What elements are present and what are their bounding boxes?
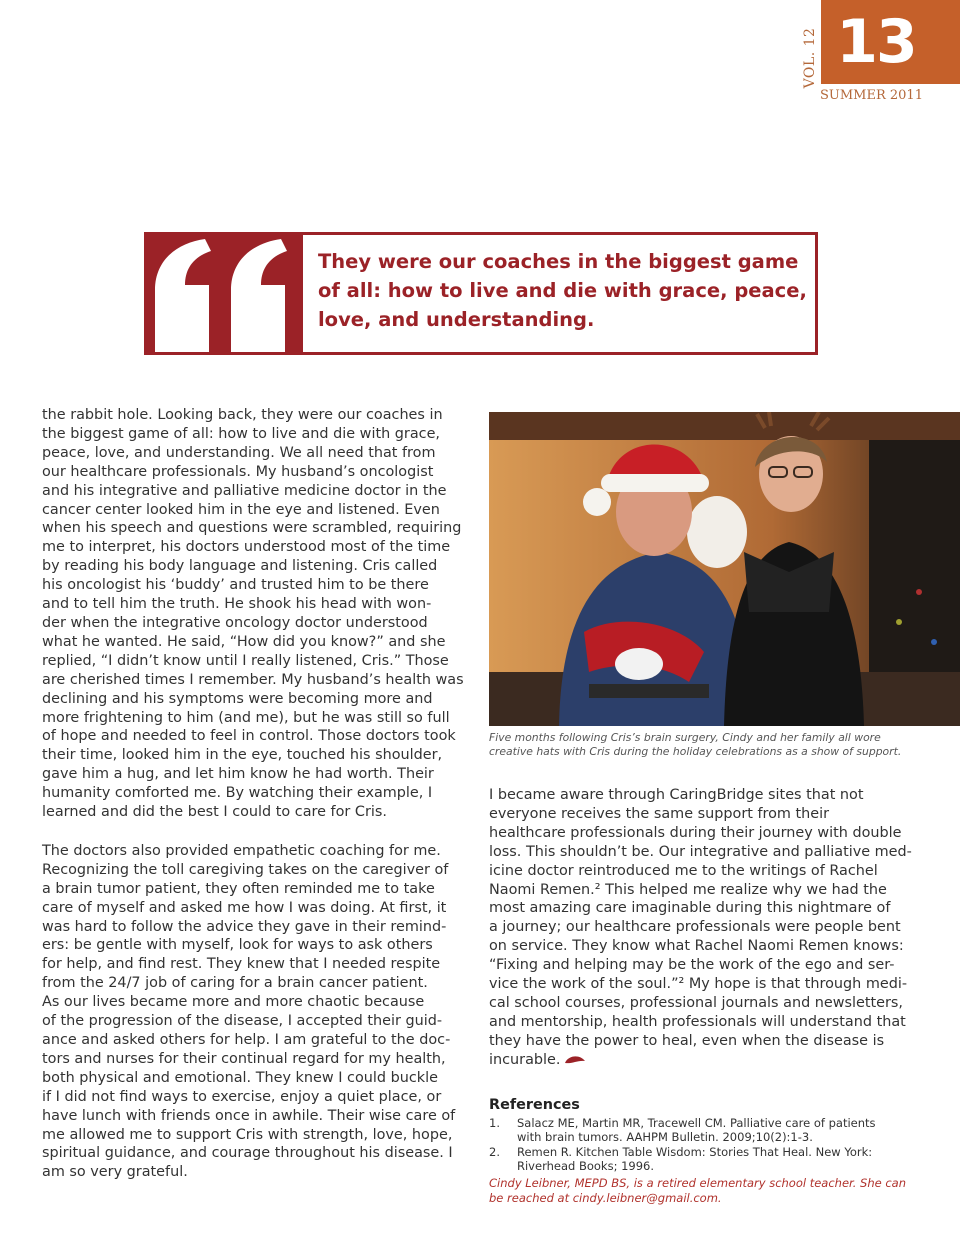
text-line: the biggest game of all: how to live and die with grace, bbox=[42, 425, 440, 442]
page-number-box bbox=[821, 0, 960, 84]
reference-line: Riverhead Books; 1996. bbox=[517, 1158, 655, 1173]
text-line: “Fixing and helping may be the work of the ego and ser- bbox=[489, 957, 895, 974]
text-line: vice the work of the soul.”² My hope is that through medi- bbox=[489, 976, 908, 993]
text-line: ers: be gentle with myself, look for ways to ask others bbox=[42, 937, 433, 954]
text-line: more frightening to him (and me), but he was still so full bbox=[42, 709, 450, 726]
text-line: our healthcare professionals. My husband’s oncologist bbox=[42, 463, 434, 480]
holiday-photo bbox=[489, 412, 960, 726]
pull-quote-line: They were our coaches in the biggest game bbox=[318, 250, 799, 273]
bio-line: Cindy Leibner, MEPD BS, is a retired elementary school teacher. She can bbox=[489, 1176, 907, 1191]
text-line: cal school courses, professional journals and newsletters, bbox=[489, 994, 903, 1011]
text-line: icine doctor reintroduced me to the writings of Rachel bbox=[489, 862, 878, 879]
text-line: As our lives became more and more chaotic because bbox=[42, 994, 425, 1011]
text-line: and to tell him the truth. He shook his head with won- bbox=[42, 596, 432, 613]
photo-caption bbox=[489, 731, 949, 759]
text-line: by reading his body language and listening. Cris called bbox=[42, 558, 438, 575]
pull-quote-text bbox=[318, 247, 808, 334]
text-line: declining and his symptoms were becoming more and bbox=[42, 690, 433, 707]
reference-line: Salacz ME, Martin MR, Tracewell CM. Palliative care of patients bbox=[517, 1116, 876, 1130]
text-line: and his integrative and palliative medicine doctor in the bbox=[42, 482, 447, 499]
author-bio bbox=[489, 1176, 929, 1206]
text-line: the rabbit hole. Looking back, they were our coaches in bbox=[42, 407, 443, 423]
text-line: of hope and needed to feel in control. Those doctors took bbox=[42, 728, 456, 745]
text-line: from the 24/7 job of caring for a brain cancer patient. bbox=[42, 975, 428, 992]
volume-text: VOL. 12 bbox=[802, 27, 818, 89]
quotation-mark-icon bbox=[147, 235, 303, 352]
body-paragraph bbox=[42, 406, 472, 822]
right-column bbox=[489, 786, 919, 1090]
text-line: ance and asked others for help. I am grateful to the doc- bbox=[42, 1032, 451, 1048]
body-paragraph bbox=[489, 786, 919, 1070]
text-line: me allowed me to support Cris with strength, love, hope, bbox=[42, 1126, 453, 1143]
reference-line: with brain tumors. AAHPM Bulletin. 2009;10(2):1-3. bbox=[517, 1129, 813, 1144]
reference-item bbox=[489, 1117, 929, 1144]
caption-line: creative hats with Cris during the holiday celebrations as a show of support. bbox=[489, 745, 902, 758]
reference-number: 1. bbox=[489, 1116, 500, 1130]
references-section bbox=[489, 1097, 929, 1206]
text-line: their time, looked him in the eye, touched his shoulder, bbox=[42, 747, 443, 764]
text-line: loss. This shouldn’t be. Our integrative and palliative med- bbox=[489, 843, 912, 860]
text-line: for help, and find rest. They knew that I needed respite bbox=[42, 956, 441, 973]
text-line: gave him a hug, and let him know he had worth. Their bbox=[42, 766, 434, 783]
text-line: they have the power to heal, even when the disease is bbox=[489, 1032, 885, 1049]
page-number: 13 bbox=[836, 7, 916, 77]
pull-quote-line: love, and understanding. bbox=[318, 308, 595, 331]
body-paragraph bbox=[42, 842, 472, 1182]
text-line: of the progression of the disease, I accepted their guid- bbox=[42, 1013, 443, 1030]
text-line: everyone receives the same support from their bbox=[489, 805, 830, 822]
text-line: me to interpret, his doctors understood most of the time bbox=[42, 539, 451, 556]
text-line: learned and did the best I could to care for Cris. bbox=[42, 804, 387, 821]
pull-quote bbox=[144, 232, 818, 355]
text-line: healthcare professionals during their journey with double bbox=[489, 824, 902, 841]
text-line: and mentorship, health professionals will understand that bbox=[489, 1013, 906, 1030]
text-line: incurable. bbox=[489, 1051, 561, 1068]
text-line: are cherished times I remember. My husband’s health was bbox=[42, 671, 464, 688]
pull-quote-line: of all: how to live and die with grace, peace, bbox=[318, 279, 807, 302]
issue-season: SUMMER 2011 bbox=[820, 88, 923, 103]
text-line: The doctors also provided empathetic coaching for me. bbox=[42, 842, 441, 859]
text-line: care of myself and asked me how I was doing. At first, it bbox=[42, 899, 447, 916]
end-mark-icon bbox=[564, 1054, 586, 1066]
left-column bbox=[42, 406, 472, 1202]
text-line: am so very grateful. bbox=[42, 1164, 188, 1181]
text-line: a brain tumor patient, they often reminded me to take bbox=[42, 880, 435, 897]
text-line: replied, “I didn’t know until I really listened, Cris.” Those bbox=[42, 652, 449, 669]
text-line: spiritual guidance, and courage throughout his disease. I bbox=[42, 1145, 453, 1162]
text-line: tors and nurses for their continual regard for my health, bbox=[42, 1050, 446, 1067]
reference-line: Remen R. Kitchen Table Wisdom: Stories That Heal. New York: bbox=[517, 1145, 873, 1160]
text-line: peace, love, and understanding. We all need that from bbox=[42, 444, 436, 461]
text-line: when his speech and questions were scrambled, requiring bbox=[42, 520, 462, 537]
text-line: Recognizing the toll caregiving takes on the caregiver of bbox=[42, 861, 449, 878]
text-line: on service. They know what Rachel Naomi Remen knows: bbox=[489, 938, 904, 955]
text-line: humanity comforted me. By watching their example, I bbox=[42, 785, 433, 802]
text-line: der when the integrative oncology doctor understood bbox=[42, 614, 428, 631]
text-line: both physical and emotional. They knew I could buckle bbox=[42, 1069, 438, 1086]
text-line: most amazing care imaginable during this nightmare of bbox=[489, 900, 891, 917]
references-heading: References bbox=[489, 1097, 580, 1113]
text-line: a journey; our healthcare professionals were people bent bbox=[489, 919, 901, 936]
text-line: have lunch with friends once in awhile. Their wise care of bbox=[42, 1107, 456, 1124]
text-line: what he wanted. He said, “How did you know?” and she bbox=[42, 633, 446, 650]
text-line: cancer center looked him in the eye and listened. Even bbox=[42, 501, 440, 518]
text-line: Naomi Remen.² This helped me realize why we had the bbox=[489, 881, 887, 898]
text-line: was hard to follow the advice they gave in their remind- bbox=[42, 918, 447, 935]
text-line: I became aware through CaringBridge sites that not bbox=[489, 787, 864, 803]
reference-number: 2. bbox=[489, 1145, 500, 1160]
reference-item bbox=[489, 1146, 929, 1173]
bio-line: be reached at cindy.leibner@gmail.com. bbox=[489, 1191, 722, 1206]
caption-line: Five months following Cris’s brain surgery, Cindy and her family all wore bbox=[489, 731, 881, 744]
text-line: his oncologist his ‘buddy’ and trusted him to be there bbox=[42, 577, 429, 594]
text-line: if I did not find ways to exercise, enjoy a quiet place, or bbox=[42, 1088, 442, 1105]
